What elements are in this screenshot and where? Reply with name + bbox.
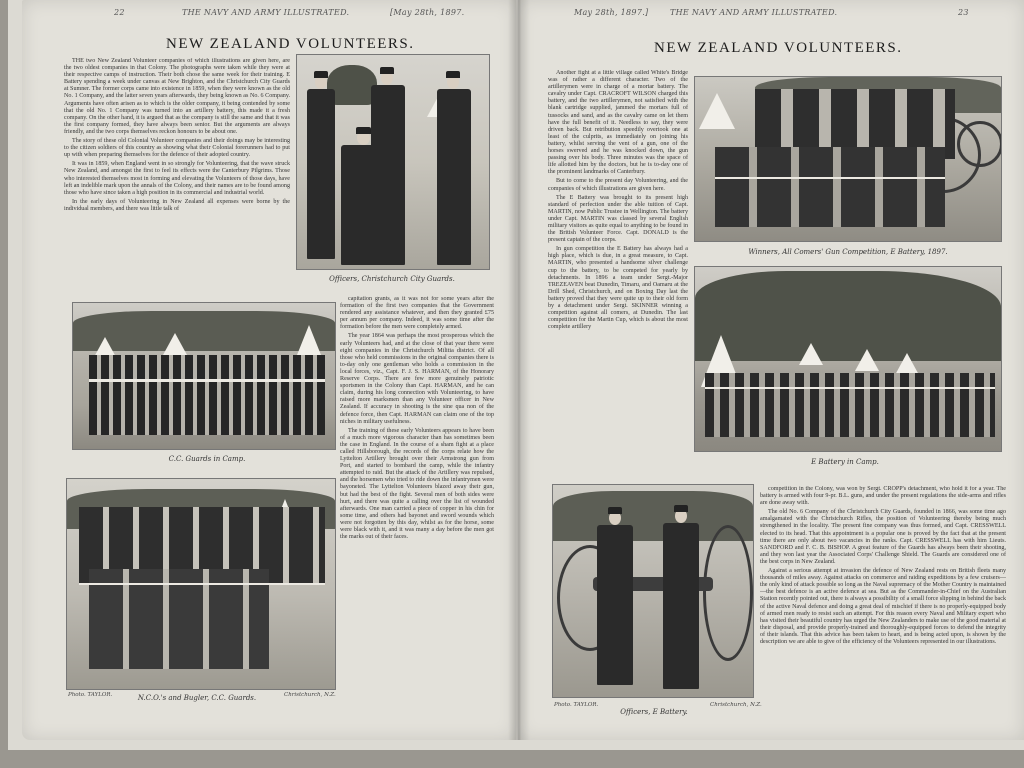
caption-officers-city-guards: Officers, Christchurch City Guards. bbox=[329, 275, 455, 283]
paragraph: competition in the Colony, was won by Sergt. CROPP's detachment, who hold it for a year. The battery is armed with four 9-pr. B.L. guns, and under the present regulations the side-arms and rifles are done away with. bbox=[760, 486, 1006, 507]
photo-cc-guards-camp bbox=[72, 302, 336, 450]
left-running-date: [May 28th, 1897. bbox=[390, 8, 465, 17]
book-gutter bbox=[508, 0, 530, 740]
photo-winners-gun-competition bbox=[694, 76, 1002, 242]
right-column-2 bbox=[760, 486, 1006, 722]
right-column-1 bbox=[548, 70, 688, 470]
right-running-date: May 28th, 1897.] bbox=[574, 8, 649, 17]
caption-ncos-bugler: N.C.O.'s and Bugler, C.C. Guards. bbox=[137, 694, 257, 702]
paragraph: Another fight at a little village called White's Bridge was of rather a different character. Two of the artillerymen were in charge of a mortar battery. The cavalry under Capt. CRACROFT WILSON charged this battery, and the two artillerymen, not satisfied with the blank cartridge supplied, jammed the mortars full of tussocks and sand, and as the cavalry came on let them have the full benefit of it. Needless to say, they were driven back. But retribution speedily overtook one at least of the culprits, as immediately on joining his battery, whilst serving the vent of a gun, one of the horses swerved and he was knocked down, the gun passing over his body. Three minutes was the space of life allotted him by the doctors, but he is to-day one of the prominent landmarks of Canterbury. bbox=[548, 70, 688, 176]
paragraph: It was in 1859, when England went in so strongly for Volunteering, that the wave struck New Zealand, and amongst the first to feel its effects were the Canterbury Pilgrims. Those who interested themselves most in forming and elevating the Volunteers of those days, have left an indelible mark upon the annals of the Colony, and their names are to be found among those who have since taken a high position in its commercial and industrial world. bbox=[64, 161, 290, 196]
credit-photo-taylor: Photo. TAYLOR. bbox=[68, 692, 113, 698]
photo-officers-city-guards bbox=[296, 54, 490, 270]
right-page bbox=[518, 0, 1024, 740]
paragraph: The training of these early Volunteers appears to have been of a much more vigorous character than has sometimes been the case in England. In the course of a sham fight at a place called Hillsborough, the records of the corps relate how the Lyttelton Artillery brought over their Armstrong gun from Port, and started to bombard the camp, while the infantry attempted to raid. But the attack of the Artillery was repulsed, and the horsemen who tried to ride down the infantrymen were bayoneted. The Lyttelton Volunteers blazed away their gun, but had the best of the fight. Several men of both sides were hurt, and there was quite a calling over the list of wounded afterwards. One man carried a piece of copper in his chin for some time, and others had bayonet and sword wounds which were not forgotten by this day, whilst as for the horse, some were black with it, and it was many a day before the men got the marks out of their faces. bbox=[340, 427, 494, 541]
left-column-2 bbox=[340, 296, 494, 726]
caption-officers-e-battery: Officers, E Battery. bbox=[620, 708, 688, 716]
caption-cc-guards-camp: C.C. Guards in Camp. bbox=[168, 455, 246, 463]
photo-ncos-bugler bbox=[66, 478, 336, 690]
left-page bbox=[22, 0, 516, 740]
caption-winners-gun-competition: Winners, All Comers' Gun Competition, E Battery, 1897. bbox=[748, 248, 948, 256]
magazine-spread bbox=[8, 0, 1024, 750]
paragraph: The E Battery was brought to its present high standard of perfection under the able tuition of Capt. MARTIN, now Public Trustee in Wellington. The battery under Capt. MARTIN was classed by several English military visitors as quite equal to anything to be found in the British Volunteer Force. Capt. DONALD is the present captain of the corps. bbox=[548, 194, 688, 244]
paragraph: THE two New Zealand Volunteer companies of which illustrations are given here, are the two oldest companies in that Colony. The photographs were taken while they were at their respective camps of instruction. Their both chose the same week for their training. E Battery spending a week under canvas at New Brighton, and the Christchurch City Guards at Sumner. The former corps came into existence in 1859, when they were known as the old No. 1 Company, and the latter seven years afterwards, they being known as No. 6 Company. Arguments have often arisen as to which is the older company, it being contended by some that the old No. 1 Company was turned into an artillery battery, this made it a fresh company. On the other hand, it is argued that as the company is still the same and that it was the first company formed, they have always been senior. But the arguments are always friendly, and the two corps themselves reckon honours to be about one. bbox=[64, 58, 290, 135]
paragraph: The old No. 6 Company of the Christchurch City Guards, founded in 1866, was some time ago amalgamated with the Christchurch Rifles, the position of Volunteering thereby being much strengthened in the locality. The present fine company was thus formed, and Capt. CRESSWELL elected to its head. That this appointment is a popular one is proved by the fact that at the present time there are only about two vacancies in the ranks. Capt. CRESSWELL has with him Lieuts. SANDFORD and F. C. B. BISHOP. A great feature of the Guards has always been their shooting, and they won last year the Associated Corps' Challenge Shield. The Guards are considered one of the best corps in New Zealand. bbox=[760, 509, 1006, 565]
left-running-head: THE NAVY AND ARMY ILLUSTRATED. bbox=[182, 8, 350, 17]
credit-christchurch: Christchurch, N.Z. bbox=[284, 692, 336, 698]
photo-e-battery-camp bbox=[694, 266, 1002, 452]
paragraph: The story of these old Colonial Volunteer companies and their doings may be interesting to the citizen soldiers of this country as showing what their Colonial forerunners had to put up with when preparing themselves for the defence of their adopted country. bbox=[64, 138, 290, 159]
paragraph: But to come to the present day Volunteering, and the companies of which illustrations are given here. bbox=[548, 178, 688, 192]
left-column-1 bbox=[64, 58, 290, 290]
left-page-number: 22 bbox=[114, 8, 125, 17]
right-page-number: 23 bbox=[958, 8, 969, 17]
credit-christchurch-right: Christchurch, N.Z. bbox=[710, 702, 762, 708]
paragraph: capitation grants, as it was not for some years after the formation of the first two companies that the Government rendered any assistance whatever, and then they granted £75 per annum per company. Indeed, it was some time after the formation before the men were completely armed. bbox=[340, 296, 494, 331]
caption-e-battery-camp: E Battery in Camp. bbox=[811, 458, 879, 466]
paragraph: The year 1864 was perhaps the most prosperous which the early Volunteers had, and at the close of that year there were eight companies in the Christchurch Militia district. Of all those who held commissions in the original companies there is to-day only one gentleman who holds a commission in the local forces, viz., Capt. F. J. S. HARMAN, of the Honorary Reserve Corps. There are few more genuinely patriotic sportsmen in the Colony than Capt. HARMAN, and he can claim, during his long connection with Volunteering, to have raised more marksmen than any Volunteer officer in New Zealand. If accuracy in shooting is the sine qua non of the defence force, then Capt. HARMAN can claim one of the top niches in military usefulness. bbox=[340, 333, 494, 425]
paragraph: In gun competition the E Battery has always had a high place, which is due, in a great measure, to Capt. MARTIN, who presented a handsome silver challenge cup to the battery, to be competed for yearly by detachments. In 1896 a team under Sergt.-Major TREZEAVEN beat Dunedin, Timaru, and Oamaru at the Drill Shed, Christchurch, and on Boxing Day last the battery proved that they were quite up to their old form by a detachment under Sergt. SKINNER winning a competition against all comers, at Dunedin. The last competition for the Martin Cup, which is about the most complete artillery bbox=[548, 246, 688, 331]
right-page-title: NEW ZEALAND VOLUNTEERS. bbox=[654, 40, 903, 56]
photo-officers-e-battery bbox=[552, 484, 754, 698]
paragraph: Against a serious attempt at invasion the defence of New Zealand rests on British fleets many thousands of miles away. Against attacks on commerce and raiding expeditions by a few cruisers—the only kind of attack possible so long as the Naval supremacy of the Mother Country is maintained—the best defence is an active defence at sea. But as the Commander-in-Chief on the Australian Station recently pointed out, there is always a possibility of a small force slipping in behind the back of the active Naval defence and doing a great deal of mischief if there is no properly-equipped body of armed men ready to resist such an attempt. For this reason every Naval and Military expert who has visited their beautiful country has urged the New Zealanders to make use of the good material at their disposal, and provide properly-trained and thoroughly-equipped forces to defend the integrity of their islands. That this advice has been taken to heart, and is being acted upon, is shown by the description we are able to give of the efficiency of the Volunteers represented in our illustrations. bbox=[760, 568, 1006, 645]
right-running-head: THE NAVY AND ARMY ILLUSTRATED. bbox=[670, 8, 838, 17]
paragraph: In the early days of Volunteering in New Zealand all expenses were borne by the individual members, and there was little talk of bbox=[64, 198, 290, 212]
left-page-title: NEW ZEALAND VOLUNTEERS. bbox=[166, 36, 415, 52]
credit-photo-taylor-right: Photo. TAYLOR. bbox=[554, 702, 599, 708]
